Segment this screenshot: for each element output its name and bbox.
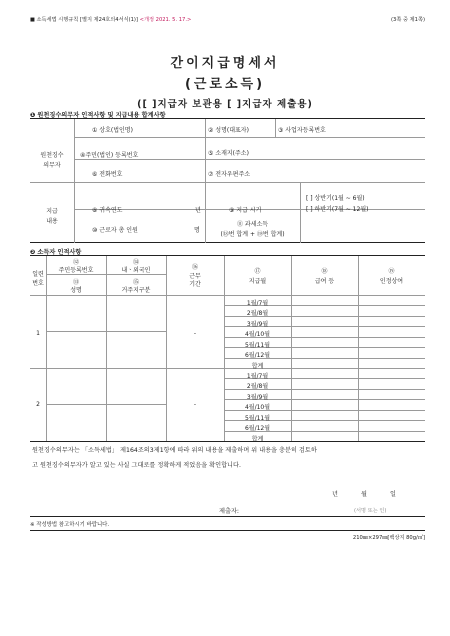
record-2-month-5: 5월/11월 [244, 414, 271, 422]
second-half-option[interactable]: [ ] 하반기(7월 ~ 12월) [306, 206, 369, 213]
work-period-header: 근무 [189, 273, 201, 280]
law-reference: ■ 소득세법 시행규칙 [별지 제24호의4서식(1)] <개정 2021. 5. 17.> [30, 17, 192, 23]
declaration-text [30, 443, 425, 473]
record-1-month-4: 4월/10월 [244, 331, 271, 339]
signature-placeholder[interactable]: (서명 또는 인) [354, 508, 387, 514]
nationality-header: 내ㆍ외국인 [121, 267, 151, 274]
form-subtitle: (근로소득) [184, 77, 266, 92]
col-18-number: ⑱ [321, 268, 328, 275]
taxable-income-label: ⑪ 과세소득 [236, 221, 269, 228]
record-1-month-6: 6월/12월 [244, 352, 271, 359]
revision-date: <개정 2021. 5. 17.> [139, 17, 192, 23]
record-1-total: 합계 [251, 362, 264, 370]
footer-divider-bottom [30, 530, 425, 531]
section1-heading: ❶ 원천징수의무자 인적사항 및 지급내용 합계사항 [30, 112, 166, 119]
payment-period-label: ⑨ 지급 시기 [229, 207, 262, 214]
col-13-number: ⑬ [72, 279, 79, 286]
record-1-month-2: 2월/8월 [246, 310, 269, 318]
record-2-month-1: 1월/7월 [246, 373, 269, 380]
taxable-income-formula: (⑱번 합계 + ⑲번 합계) [220, 231, 285, 238]
record-2-total: 합계 [251, 435, 264, 443]
date-month: 월 [361, 491, 367, 498]
record-2-serial: 2 [36, 401, 40, 408]
record-1-month-3: 3월/9월 [246, 320, 269, 328]
address-label: ⑤ 소재지(주소) [208, 150, 249, 157]
record-1-period[interactable]: - [193, 330, 197, 337]
name-header: 성명 [70, 287, 82, 294]
salary-header: 급여 등 [314, 278, 335, 285]
date-year: 년 [332, 491, 338, 498]
footer-divider [30, 516, 425, 517]
income-earner-table [30, 255, 425, 441]
year-unit: 년 [195, 207, 201, 214]
withholder-label: 원천징수 의무자 [40, 152, 64, 169]
bonus-header: 인정상여 [379, 278, 404, 285]
serial-header: 일련 [32, 271, 44, 278]
registration-number-label: ④주민(법인) 등록번호 [80, 152, 139, 159]
payment-label: 지급 내용 [46, 208, 58, 225]
col-14-number: ⑭ [132, 259, 139, 266]
record-2-month-3: 3월/9월 [246, 393, 269, 401]
serial-header-b: 번호 [32, 280, 44, 287]
record-2-month-2: 2월/8월 [246, 383, 269, 391]
submitter-label: 제출자: [219, 508, 240, 515]
section2-heading: ❷ 소득자 인적사항 [30, 249, 82, 256]
copy-type: ([ ]지급자 보관용 [ ]지급자 제출용) [137, 99, 313, 110]
date-day: 일 [390, 491, 396, 498]
record-1-month-5: 5월/11월 [244, 341, 271, 349]
record-2-period[interactable]: - [193, 401, 197, 408]
payment-month-header: 지급월 [248, 278, 267, 285]
instruction-note: ※ 작성방법 참고하시기 바랍니다. [30, 522, 110, 528]
form-title: 간이지급명세서 [170, 56, 280, 71]
work-period-header-b: 기간 [189, 281, 201, 288]
col-17-number: ⑰ [254, 268, 261, 275]
phone-label: ⑥ 전화번호 [92, 171, 123, 178]
company-name-label: ① 상호(법인명) [92, 127, 133, 134]
page-indicator: (3쪽 중 제1쪽) [391, 17, 425, 23]
paper-spec: 210㎜×297㎜[백상지 80g/㎡] [352, 535, 425, 541]
record-1-month-1: 1월/7월 [246, 300, 269, 307]
form-header [30, 16, 425, 26]
employee-count-label: ⑩ 근로자 총 인원 [92, 227, 138, 234]
withholder-table [30, 118, 425, 242]
employee-count-unit: 명 [194, 227, 200, 234]
declaration-line-2: 고 원천징수의무자가 알고 있는 사실 그대로를 정확하게 적었음을 확인합니다. [32, 462, 241, 469]
business-number-label: ③ 사업자등록번호 [278, 127, 326, 134]
col-19-number: ⑲ [388, 268, 395, 275]
email-label: ⑦ 전자우편주소 [208, 171, 251, 178]
col-15-number: ⑮ [132, 279, 139, 286]
record-2-month-4: 4월/10월 [244, 404, 271, 412]
record-1-serial: 1 [36, 330, 40, 337]
declaration-line-1: 원천징수의무자는 「소득세법」 제164조의3제1항에 따라 위의 내용을 제출하며 위 내용을 충분히 검토하 [32, 447, 317, 454]
col-16-number: ⑯ [191, 264, 198, 271]
col-12-number: ⑫ [72, 259, 79, 266]
resident-number-header: 주민등록번호 [58, 267, 94, 274]
year-label: ⑧ 귀속연도 [92, 207, 123, 214]
record-2-month-6: 6월/12월 [244, 425, 271, 432]
residence-header: 거주지구분 [121, 287, 151, 294]
representative-label: ② 성명(대표자) [208, 127, 249, 134]
first-half-option[interactable]: [ ] 상반기(1월 ~ 6월) [306, 195, 365, 202]
